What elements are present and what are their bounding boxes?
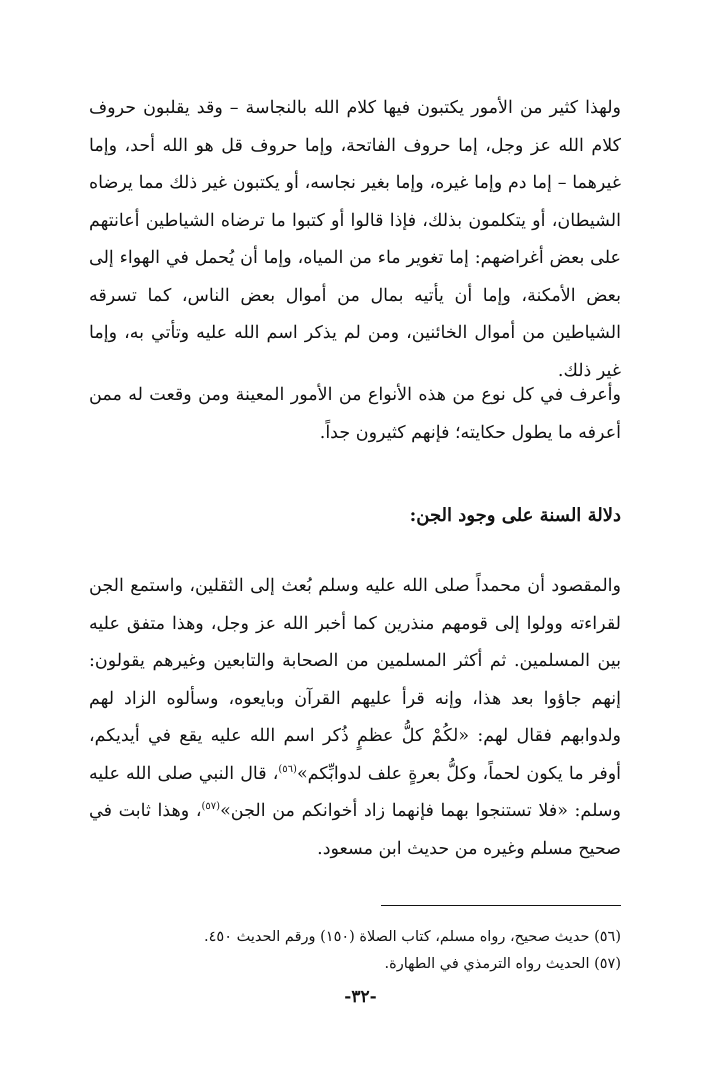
footnote-divider [381, 905, 621, 906]
section-heading: دلالة السنة على وجود الجن: [409, 505, 621, 526]
paragraph-3-text-b: ، قال النبي صلى الله عليه وسلم: «فلا تستنجوا بهما فإنهما زاد أخوانكم من الجن» [89, 763, 621, 821]
footnotes [89, 924, 621, 978]
body-paragraph-1: ولهذا كثير من الأمور يكتبون فيها كلام الله بالنجاسة – وقد يقلبون حروف كلام الله عز وجل، إما حروف الفاتحة، وإما حروف قل هو الله أحد، وإما غيرهما – إما دم وإما غيره، وإما بغير نجاسه، أو يكتبون غير ذلك مما يرضاه الشيطان، أو يتكلمون بذلك، فإذا قالوا أو كتبوا ما ترضاه الشياطين أعانتهم على بعض أغراضهم: إما تغوير ماء من المياه، وإما أن يُحمل في الهواء إلى بعض الأمكنة، وإما أن يأتيه بمال من أموال بعض الناس، كما تسرقه الشياطين من أموال الخائنين، ومن لم يذكر اسم الله عليه وتأتي به، وإما غير ذلك. [89, 98, 621, 381]
body-paragraph-2: وأعرف في كل نوع من هذه الأنواع من الأمور المعينة ومن وقعت له ممن أعرفه ما يطول حكايته؛ فإنهم كثيرون جداً. [89, 385, 621, 443]
body-paragraph-3 [89, 568, 621, 868]
footnote-56: (٥٦) حديث صحيح، رواه مسلم، كتاب الصلاة (١٥٠) ورقم الحديث ٤٥٠. [204, 929, 621, 945]
paragraph-3-text-a: والمقصود أن محمداً صلى الله عليه وسلم بُعث إلى الثقلين، واستمع الجن لقراءته وولوا إلى قومهم منذرين كما أخبر الله عز وجل، وهذا متفق عليه بين المسلمين. ثم أكثر المسلمين من الصحابة والتابعين وغيرهم يقولون: إنهم جاؤوا بعد هذا، وإنه قرأ عليهم القرآن وبايعوه، وسألوه الزاد لهم ولدوابهم فقال لهم: «لكُمْ كلُّ عظمٍ ذُكر اسم الله عليه يقع في أيديكم، أوفر ما يكون لحماً، وكلُّ بعرةٍ علف لدوابِّكم» [89, 576, 622, 784]
footnote-reference-56: (٥٦) [278, 763, 297, 775]
footnote-57: (٥٧) الحديث رواه الترمذي في الطهارة. [384, 956, 621, 972]
page-number: -٣٢- [344, 987, 377, 1007]
footnote-reference-57: (٥٧) [201, 801, 221, 813]
paragraph-3-text-c: ، وهذا ثابت في صحيح مسلم وغيره من حديث ابن مسعود. [89, 801, 621, 859]
